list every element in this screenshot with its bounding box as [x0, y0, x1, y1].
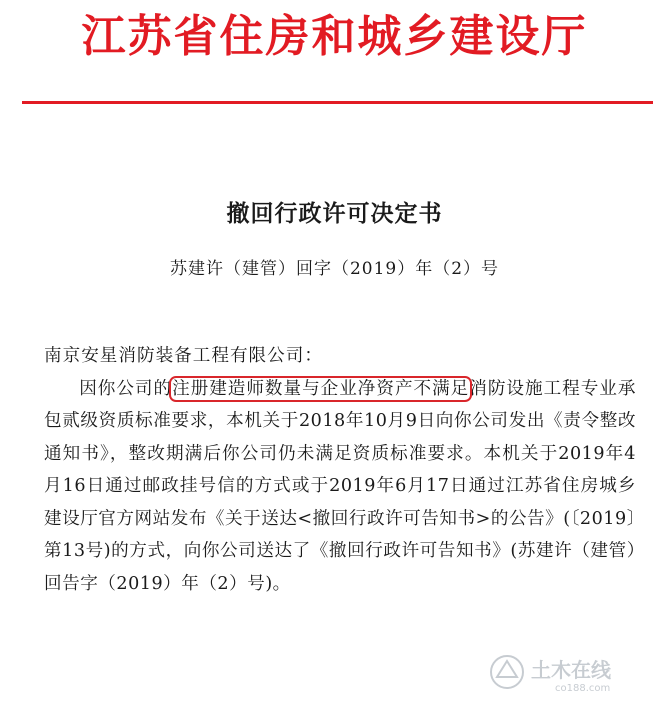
agency-header-title: 江苏省住房和城乡建设厅	[81, 11, 588, 62]
highlighted-clause: 注册建造师数量与企业净资产不满足	[172, 378, 470, 399]
document-number: 苏建许（建管）回字（2019）年（2）号	[169, 259, 500, 279]
document-body	[44, 340, 636, 600]
body-lead-text: 因你公司的	[79, 378, 173, 399]
watermark-brand: 土木在线	[531, 658, 611, 682]
header-red-rule	[22, 101, 653, 104]
body-rest-text: 消防设施工程专业承包贰级资质标准要求，本机关于2018年10月9日向你公司发出《责令整改通知书》，整改期满后你公司仍未满足资质标准要求。本机关于2019年4月16日通过邮政挂号信的方式或于2019年6月17日通过江苏省住房城乡建设厅官方网站发布《关于送达<撤回行政许可告知书>的公告》(〔2019〕第13号)的方式，向你公司送达了《撤回行政许可告知书》(苏建许（建管）回告字（2019）年（2）号)。	[44, 378, 636, 594]
watermark-logo	[485, 649, 655, 695]
body-paragraph	[44, 373, 636, 601]
watermark-emblem-icon	[491, 656, 523, 688]
document-title: 撤回行政许可决定书	[226, 200, 443, 227]
watermark-domain: co188.com	[555, 683, 611, 694]
salutation: 南京安星消防装备工程有限公司：	[44, 346, 323, 366]
